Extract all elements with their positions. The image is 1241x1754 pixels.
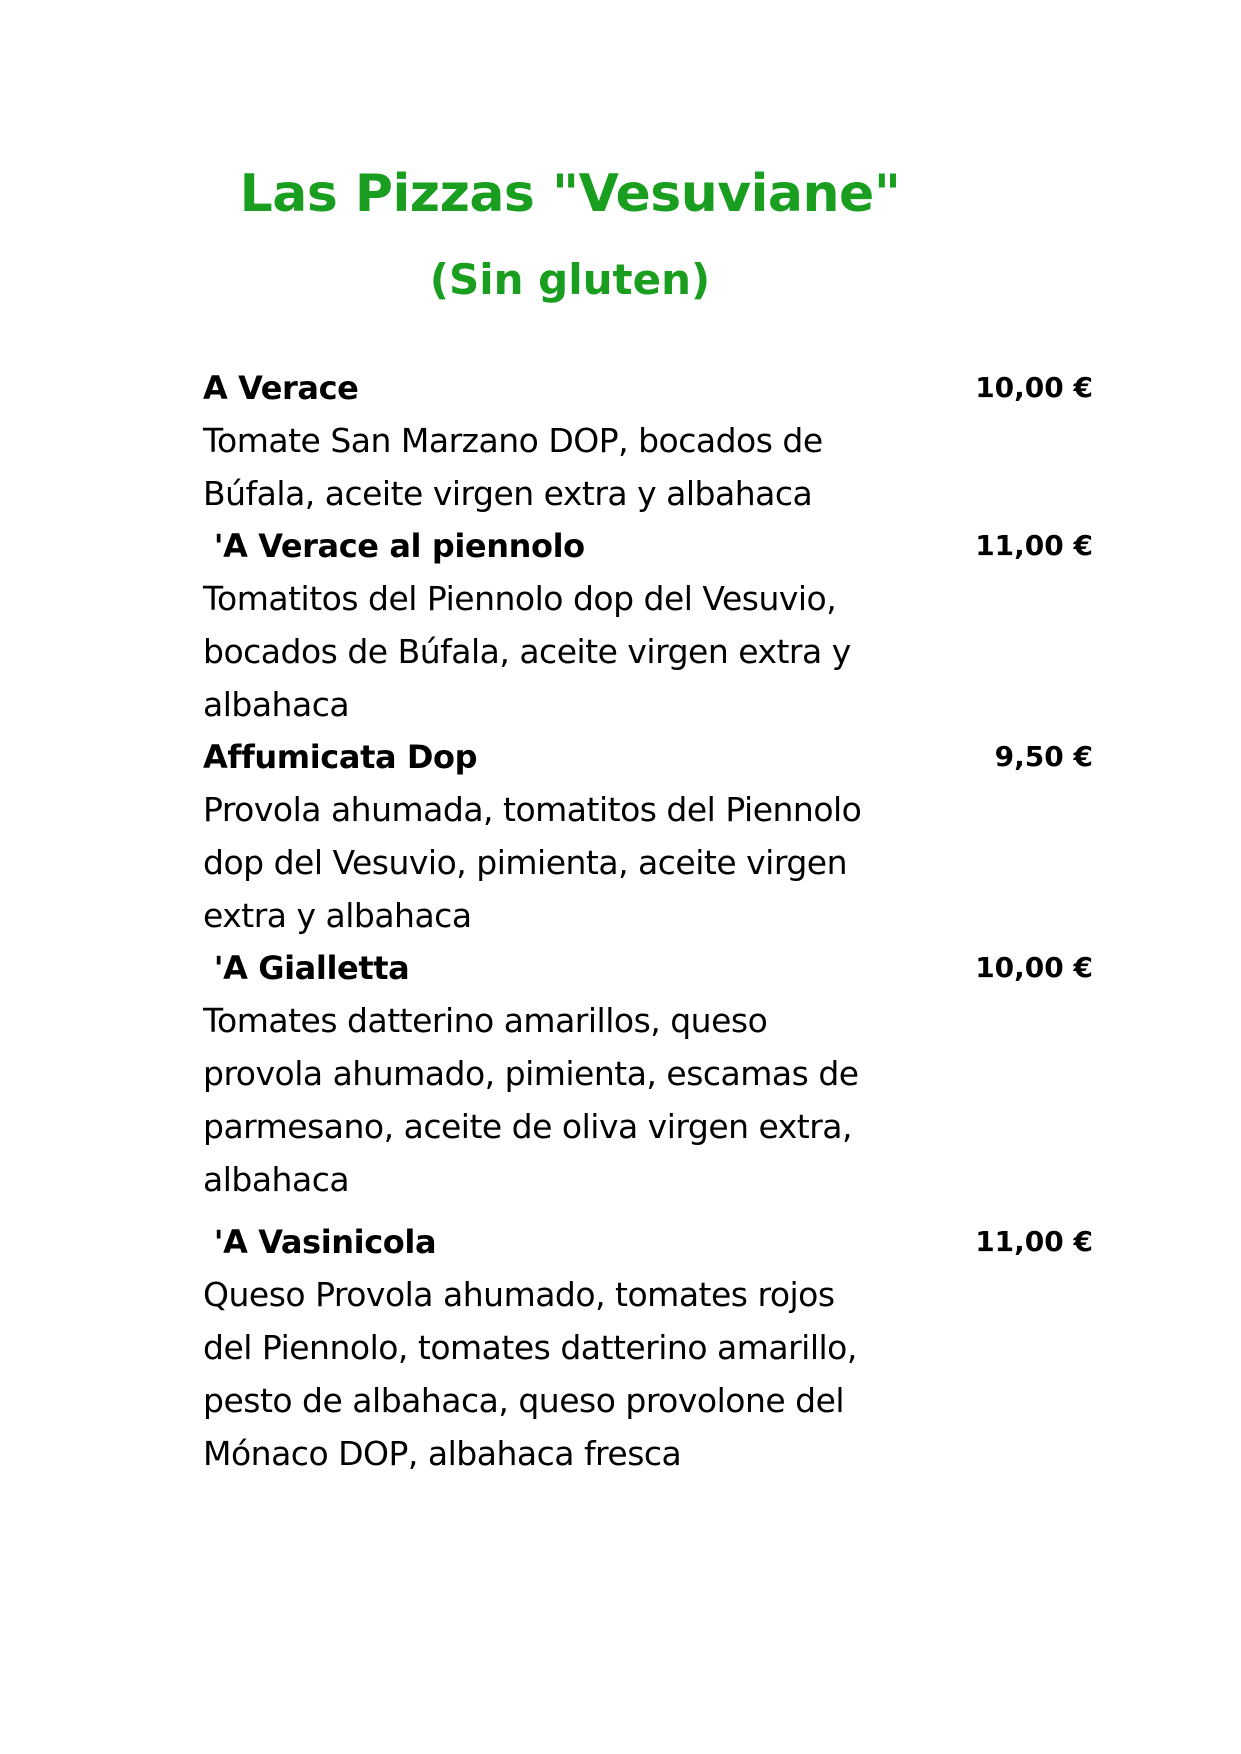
menu-item	[203, 731, 1093, 942]
menu-item-name: 'A Gialletta	[203, 949, 410, 987]
menu-item-description	[203, 994, 923, 1206]
description-line: parmesano, aceite de oliva virgen extra,	[203, 1107, 852, 1146]
description-line: bocados de Búfala, aceite virgen extra y	[203, 632, 851, 671]
menu-item-description	[203, 414, 923, 520]
menu-item-name: A Verace	[203, 369, 359, 407]
menu-item-description	[203, 783, 923, 942]
description-line: provola ahumado, pimienta, escamas de	[203, 1054, 859, 1093]
menu-item-price: 11,00 €	[975, 529, 1093, 562]
menu-item-price: 10,00 €	[975, 371, 1093, 404]
description-line: Mónaco DOP, albahaca fresca	[203, 1434, 682, 1473]
description-line: extra y albahaca	[203, 896, 472, 935]
description-line: pesto de albahaca, queso provolone del	[203, 1381, 845, 1420]
menu-item-price: 11,00 €	[975, 1225, 1093, 1258]
menu-item-header	[203, 1216, 1093, 1268]
menu-item-price: 9,50 €	[994, 740, 1093, 773]
menu-item	[203, 1216, 1093, 1480]
menu-item-name: 'A Verace al piennolo	[203, 527, 585, 565]
description-line: Tomates datterino amarillos, queso	[203, 1001, 768, 1040]
description-line: del Piennolo, tomates datterino amarillo,	[203, 1328, 857, 1367]
description-line: Búfala, aceite virgen extra y albahaca	[203, 474, 813, 513]
menu-item-header	[203, 942, 1093, 994]
menu-item-description	[203, 1268, 923, 1480]
menu-item	[203, 520, 1093, 731]
page-subtitle: (Sin gluten)	[429, 255, 711, 304]
description-line: dop del Vesuvio, pimienta, aceite virgen	[203, 843, 847, 882]
description-line: Tomatitos del Piennolo dop del Vesuvio,	[203, 579, 837, 618]
description-line: Queso Provola ahumado, tomates rojos	[203, 1275, 835, 1314]
menu-item	[203, 362, 1093, 520]
description-line: albahaca	[203, 685, 350, 724]
menu-item-name: 'A Vasinicola	[203, 1223, 437, 1261]
menu-item-price: 10,00 €	[975, 951, 1093, 984]
menu-item-description	[203, 572, 923, 731]
description-line: Provola ahumada, tomatitos del Piennolo	[203, 790, 862, 829]
page-title: Las Pizzas "Vesuviane"	[239, 164, 901, 224]
pizza-list	[203, 362, 1093, 1480]
menu-item	[203, 942, 1093, 1206]
menu-item-header	[203, 362, 1093, 414]
description-line: Tomate San Marzano DOP, bocados de	[203, 421, 823, 460]
menu-item-header	[203, 731, 1093, 783]
menu-item-header	[203, 520, 1093, 572]
description-line: albahaca	[203, 1160, 350, 1199]
menu-item-name: Affumicata Dop	[203, 738, 478, 776]
